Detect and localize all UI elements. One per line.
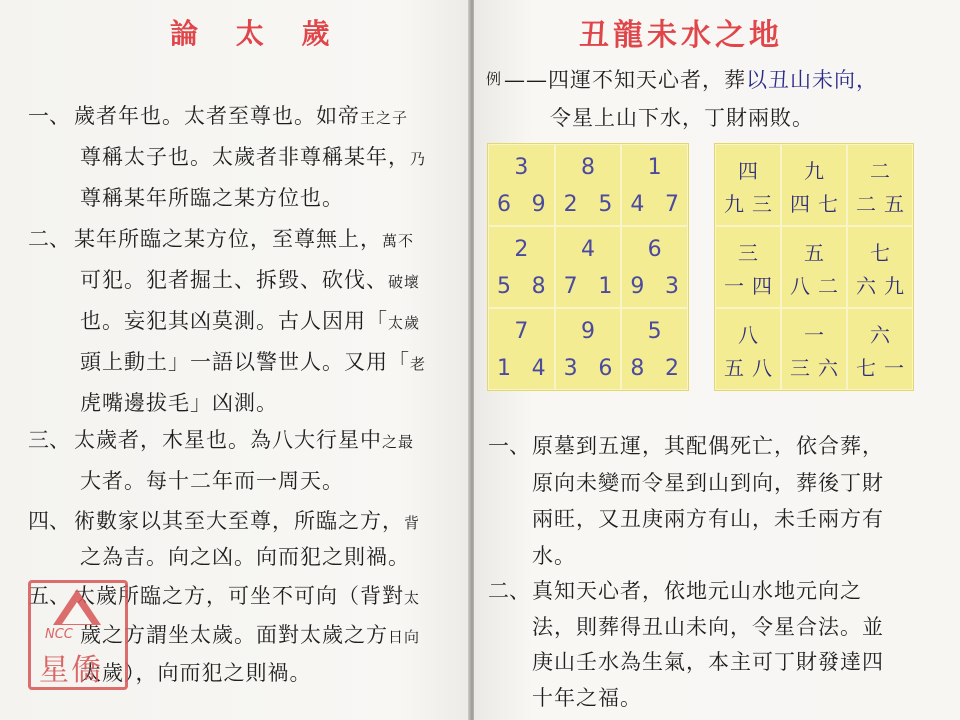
palace-cell (488, 144, 555, 226)
text-line: 水。 (532, 544, 576, 568)
text-line: 太歲），向而犯之則禍。 (80, 661, 312, 685)
left-page-title: 論 太 歲 (170, 17, 344, 50)
star-br: 2 (664, 356, 679, 381)
star-br: 九 (884, 274, 904, 298)
star-br: 7 (664, 192, 679, 217)
example-line-1: ——四運不知天心者，葬以丑山未向， (504, 68, 878, 92)
star-top: 一 (804, 323, 824, 347)
palace-cell (781, 308, 847, 390)
left-page (0, 0, 470, 720)
text-line: 之為吉。向之凶。向而犯之則禍。 (80, 545, 410, 569)
text-line: 兩旺，又丑庚兩方有山，未壬兩方有 (532, 507, 884, 531)
star-br: 9 (531, 192, 546, 217)
star-bl: 一 (724, 274, 744, 298)
text-line: 十年之福。 (532, 686, 642, 710)
star-bl: 九 (724, 192, 744, 216)
star-top: 二 (870, 159, 890, 183)
star-top: 九 (804, 159, 824, 183)
star-top: 7 (514, 319, 529, 344)
star-top: 五 (804, 241, 824, 265)
list-marker: 二、 (28, 227, 70, 251)
palace-cell (781, 144, 847, 226)
star-top: 8 (580, 155, 595, 180)
star-top: 3 (514, 155, 529, 180)
star-top: 六 (870, 323, 890, 347)
palace-cell (621, 308, 688, 390)
star-bl: 八 (790, 274, 810, 298)
text-line: 庚山壬水為生氣，本主可丁財發達四 (532, 650, 884, 674)
list-marker: 三、 (28, 428, 70, 452)
star-bl: 1 (497, 356, 511, 381)
star-top: 6 (647, 237, 662, 262)
star-bl: 三 (790, 356, 810, 380)
palace-cell (715, 308, 781, 390)
text-line: 原墓到五運，其配偶死亡，依合葬， (532, 434, 884, 458)
text-line: 原向未變而令星到山到向，葬後丁財 (532, 471, 884, 495)
star-bl: 七 (856, 356, 876, 380)
text-line: 大者。每十二年而一周天。 (80, 469, 344, 493)
flying-star-chart-numeric (487, 143, 689, 391)
list-marker: 一、 (488, 434, 530, 458)
star-bl: 2 (563, 192, 578, 217)
star-br: 1 (598, 274, 613, 299)
palace-cell (621, 144, 688, 226)
list-marker: 一、 (28, 104, 70, 128)
star-bl: 7 (563, 274, 578, 299)
text-line: 歲者年也。太者至尊也。如帝王之子 (74, 104, 409, 128)
star-br: 二 (818, 274, 838, 298)
star-br: 一 (884, 356, 904, 380)
palace-cell (555, 226, 622, 308)
example-line-2: 令星上山下水，丁財兩敗。 (550, 106, 814, 130)
text-line: 法，則葬得丑山未向，令星合法。並 (532, 615, 884, 639)
star-bl: 8 (630, 356, 645, 381)
ncc-watermark-stamp (28, 580, 128, 690)
star-bl: 6 (497, 192, 511, 217)
palace-cell (781, 226, 847, 308)
star-br: 8 (531, 274, 546, 299)
star-br: 6 (598, 356, 613, 381)
list-marker: 四、 (28, 509, 70, 533)
text-line: 也。妄犯其凶莫測。古人因用「太歲 (80, 309, 421, 333)
star-bl: 4 (630, 192, 645, 217)
star-bl: 四 (790, 192, 810, 216)
palace-cell (715, 226, 781, 308)
right-page (474, 0, 960, 720)
star-br: 四 (752, 274, 772, 298)
star-top: 9 (580, 319, 595, 344)
star-bl: 二 (856, 192, 876, 216)
text-line: 可犯。犯者掘土、拆毀、砍伐、破壞 (80, 268, 421, 292)
star-br: 3 (664, 274, 679, 299)
star-top: 四 (738, 159, 758, 183)
palace-cell (555, 308, 622, 390)
palace-cell (555, 144, 622, 226)
text-line: 尊稱太子也。太歲者非尊稱某年，乃 (80, 145, 427, 169)
star-bl: 3 (563, 356, 578, 381)
text-line: 太歲所臨之方，可坐不可向（背對太 (74, 584, 421, 608)
star-bl: 9 (630, 274, 645, 299)
text-line: 歲之方謂坐太歲。面對太歲之方日向 (80, 623, 421, 647)
text-line: 頭上動土」一語以警世人。又用「老 (80, 350, 427, 374)
list-marker: 五、 (28, 584, 70, 608)
palace-cell (488, 226, 555, 308)
star-br: 六 (818, 356, 838, 380)
star-br: 五 (884, 192, 904, 216)
star-bl: 五 (724, 356, 744, 380)
star-br: 三 (752, 192, 772, 216)
star-bl: 5 (497, 274, 511, 299)
stamp-name: 星僑 (39, 653, 103, 688)
text-line: 尊稱某年所臨之某方位也。 (80, 186, 344, 210)
star-bl: 六 (856, 274, 876, 298)
star-top: 三 (738, 241, 758, 265)
right-page-title: 丑龍未水之地 (579, 18, 783, 53)
star-br: 七 (818, 192, 838, 216)
palace-cell (488, 308, 555, 390)
star-top: 八 (738, 323, 758, 347)
example-label: 例 (486, 70, 503, 88)
stamp-brand: NCC (45, 627, 73, 642)
flying-star-chart-chinese (714, 143, 914, 391)
palace-cell (715, 144, 781, 226)
star-br: 4 (531, 356, 546, 381)
palace-cell (847, 144, 913, 226)
text-line: 虎嘴邊拔毛」凶測。 (80, 391, 278, 415)
star-top: 4 (580, 237, 595, 262)
star-br: 5 (598, 192, 613, 217)
text-line: 某年所臨之某方位，至尊無上，萬不 (74, 227, 415, 251)
palace-cell (847, 308, 913, 390)
star-top: 七 (870, 241, 890, 265)
text-line: 術數家以其至大至尊，所臨之方，背 (74, 509, 421, 533)
star-br: 八 (752, 356, 772, 380)
palace-cell (847, 226, 913, 308)
star-top: 5 (647, 319, 662, 344)
text-line: 太歲者，木星也。為八大行星中之最 (74, 428, 415, 452)
palace-cell (621, 226, 688, 308)
star-top: 2 (514, 237, 529, 262)
star-top: 1 (647, 155, 662, 180)
text-line: 真知天心者，依地元山水地元向之 (532, 579, 862, 603)
list-marker: 二、 (488, 579, 530, 603)
